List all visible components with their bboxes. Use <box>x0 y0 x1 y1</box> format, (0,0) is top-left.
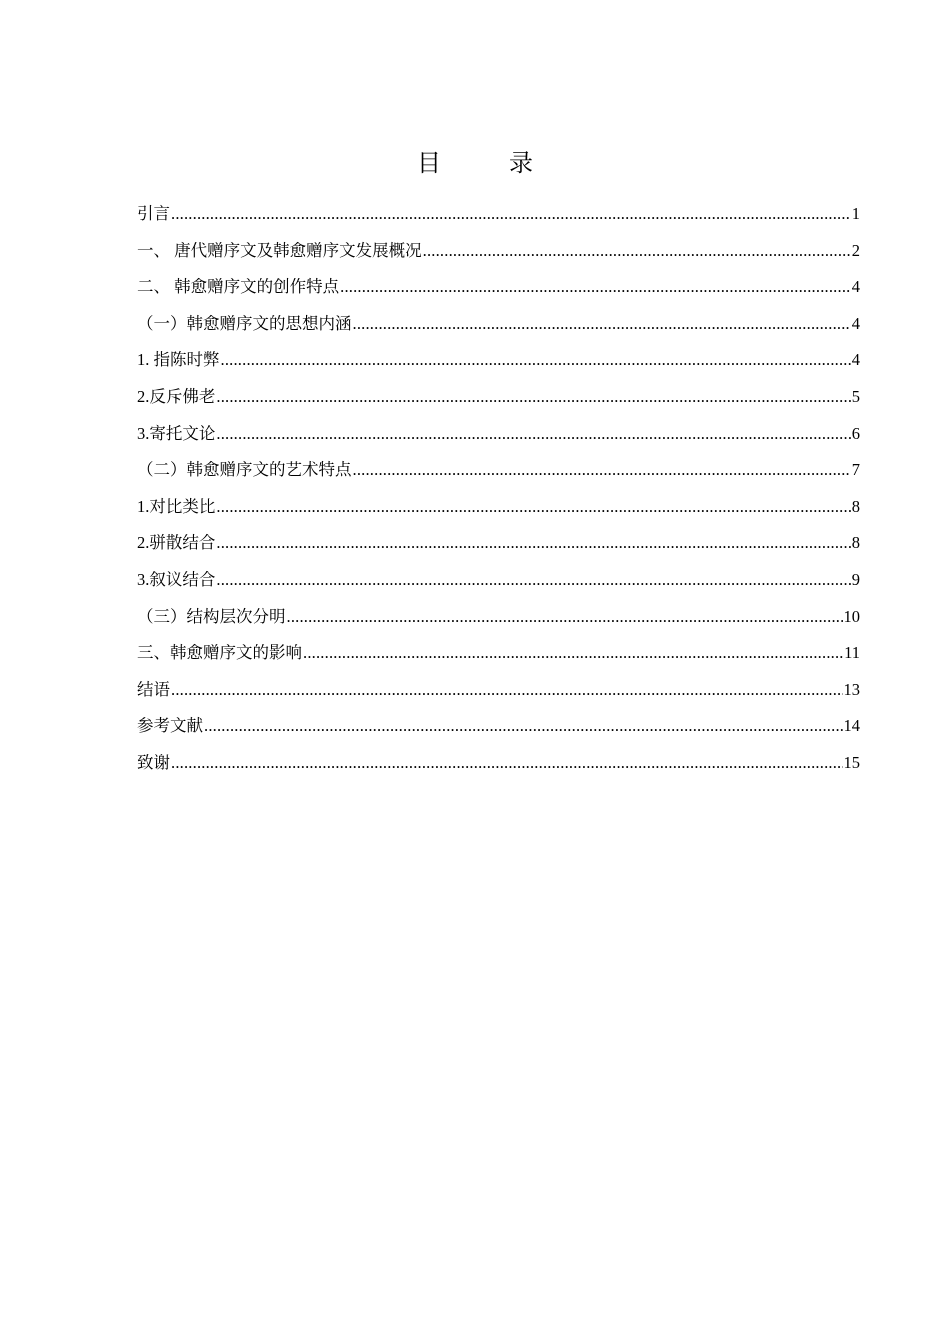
toc-entry-label: （二）韩愈赠序文的艺术特点 <box>137 460 352 480</box>
toc-entry-page: 15 <box>843 752 860 772</box>
toc-entry-label: 2.骈散结合 <box>137 533 216 553</box>
toc-entry-page: 6 <box>851 423 860 443</box>
toc-entry-label: 三、韩愈赠序文的影响 <box>137 643 302 663</box>
toc-entry-label: 3.寄托文论 <box>137 423 216 443</box>
toc-entry-page: 11 <box>844 643 860 663</box>
toc-entry[interactable] <box>137 269 860 306</box>
toc-entry-label: 参考文献 <box>137 716 203 736</box>
toc-entry-page: 5 <box>851 386 860 406</box>
dot-leader <box>216 379 850 416</box>
toc-entry-page: 10 <box>843 606 860 626</box>
dot-leader <box>171 745 843 782</box>
toc-entry[interactable] <box>137 708 860 745</box>
dot-leader <box>340 269 851 306</box>
toc-entry[interactable] <box>137 562 860 599</box>
dot-leader <box>204 708 843 745</box>
toc-entry-label: 结语 <box>137 679 170 699</box>
dot-leader <box>171 196 851 233</box>
toc-entry[interactable] <box>137 599 860 636</box>
toc-entry-page: 7 <box>851 460 860 480</box>
toc-entry[interactable] <box>137 672 860 709</box>
toc-entry-page: 8 <box>851 533 860 553</box>
toc-entry[interactable] <box>137 489 860 526</box>
toc-entry-page: 2 <box>851 240 860 260</box>
toc-entry-label: （一）韩愈赠序文的思想内涵 <box>137 313 352 333</box>
dot-leader <box>216 416 850 453</box>
dot-leader <box>216 525 850 562</box>
toc-entry-label: 致谢 <box>137 752 170 772</box>
toc-entry[interactable] <box>137 196 860 233</box>
toc-entry-label: 3.叙议结合 <box>137 569 216 589</box>
toc-entry[interactable] <box>137 342 860 379</box>
toc-title: 目 录 <box>417 149 555 177</box>
toc-entry[interactable] <box>137 416 860 453</box>
toc-entry-label: 2.反斥佛老 <box>137 386 216 406</box>
dot-leader <box>353 452 851 489</box>
toc-entry[interactable] <box>137 306 860 343</box>
toc-entry-label: 引言 <box>137 204 170 223</box>
toc-entry-label: 一、 唐代赠序文及韩愈赠序文发展概况 <box>137 240 422 260</box>
toc-entry-label: 二、 韩愈赠序文的创作特点 <box>137 277 340 297</box>
toc-entry-label: 1.对比类比 <box>137 496 216 516</box>
dot-leader <box>171 672 843 709</box>
toc-entry-page: 13 <box>843 679 860 699</box>
dot-leader <box>423 233 851 270</box>
toc-entry[interactable] <box>137 233 860 270</box>
dot-leader <box>216 562 850 599</box>
toc-entry-label: 1. 指陈时弊 <box>137 350 220 370</box>
toc-entry[interactable] <box>137 452 860 489</box>
toc-entry[interactable] <box>137 379 860 416</box>
dot-leader <box>303 635 843 672</box>
toc-entry-label: （三）结构层次分明 <box>137 606 286 626</box>
dot-leader <box>353 306 851 343</box>
dot-leader <box>287 599 843 636</box>
toc-entry-page: 4 <box>851 350 860 370</box>
dot-leader <box>221 342 851 379</box>
table-of-contents <box>137 196 860 782</box>
toc-entry[interactable] <box>137 525 860 562</box>
toc-entry[interactable] <box>137 635 860 672</box>
toc-entry-page: 4 <box>851 277 860 297</box>
toc-entry-page: 8 <box>851 496 860 516</box>
toc-entry-page: 1 <box>851 204 860 223</box>
dot-leader <box>216 489 850 526</box>
toc-entry[interactable] <box>137 745 860 782</box>
toc-entry-page: 4 <box>851 313 860 333</box>
toc-entry-page: 9 <box>851 569 860 589</box>
toc-entry-page: 14 <box>843 716 860 736</box>
